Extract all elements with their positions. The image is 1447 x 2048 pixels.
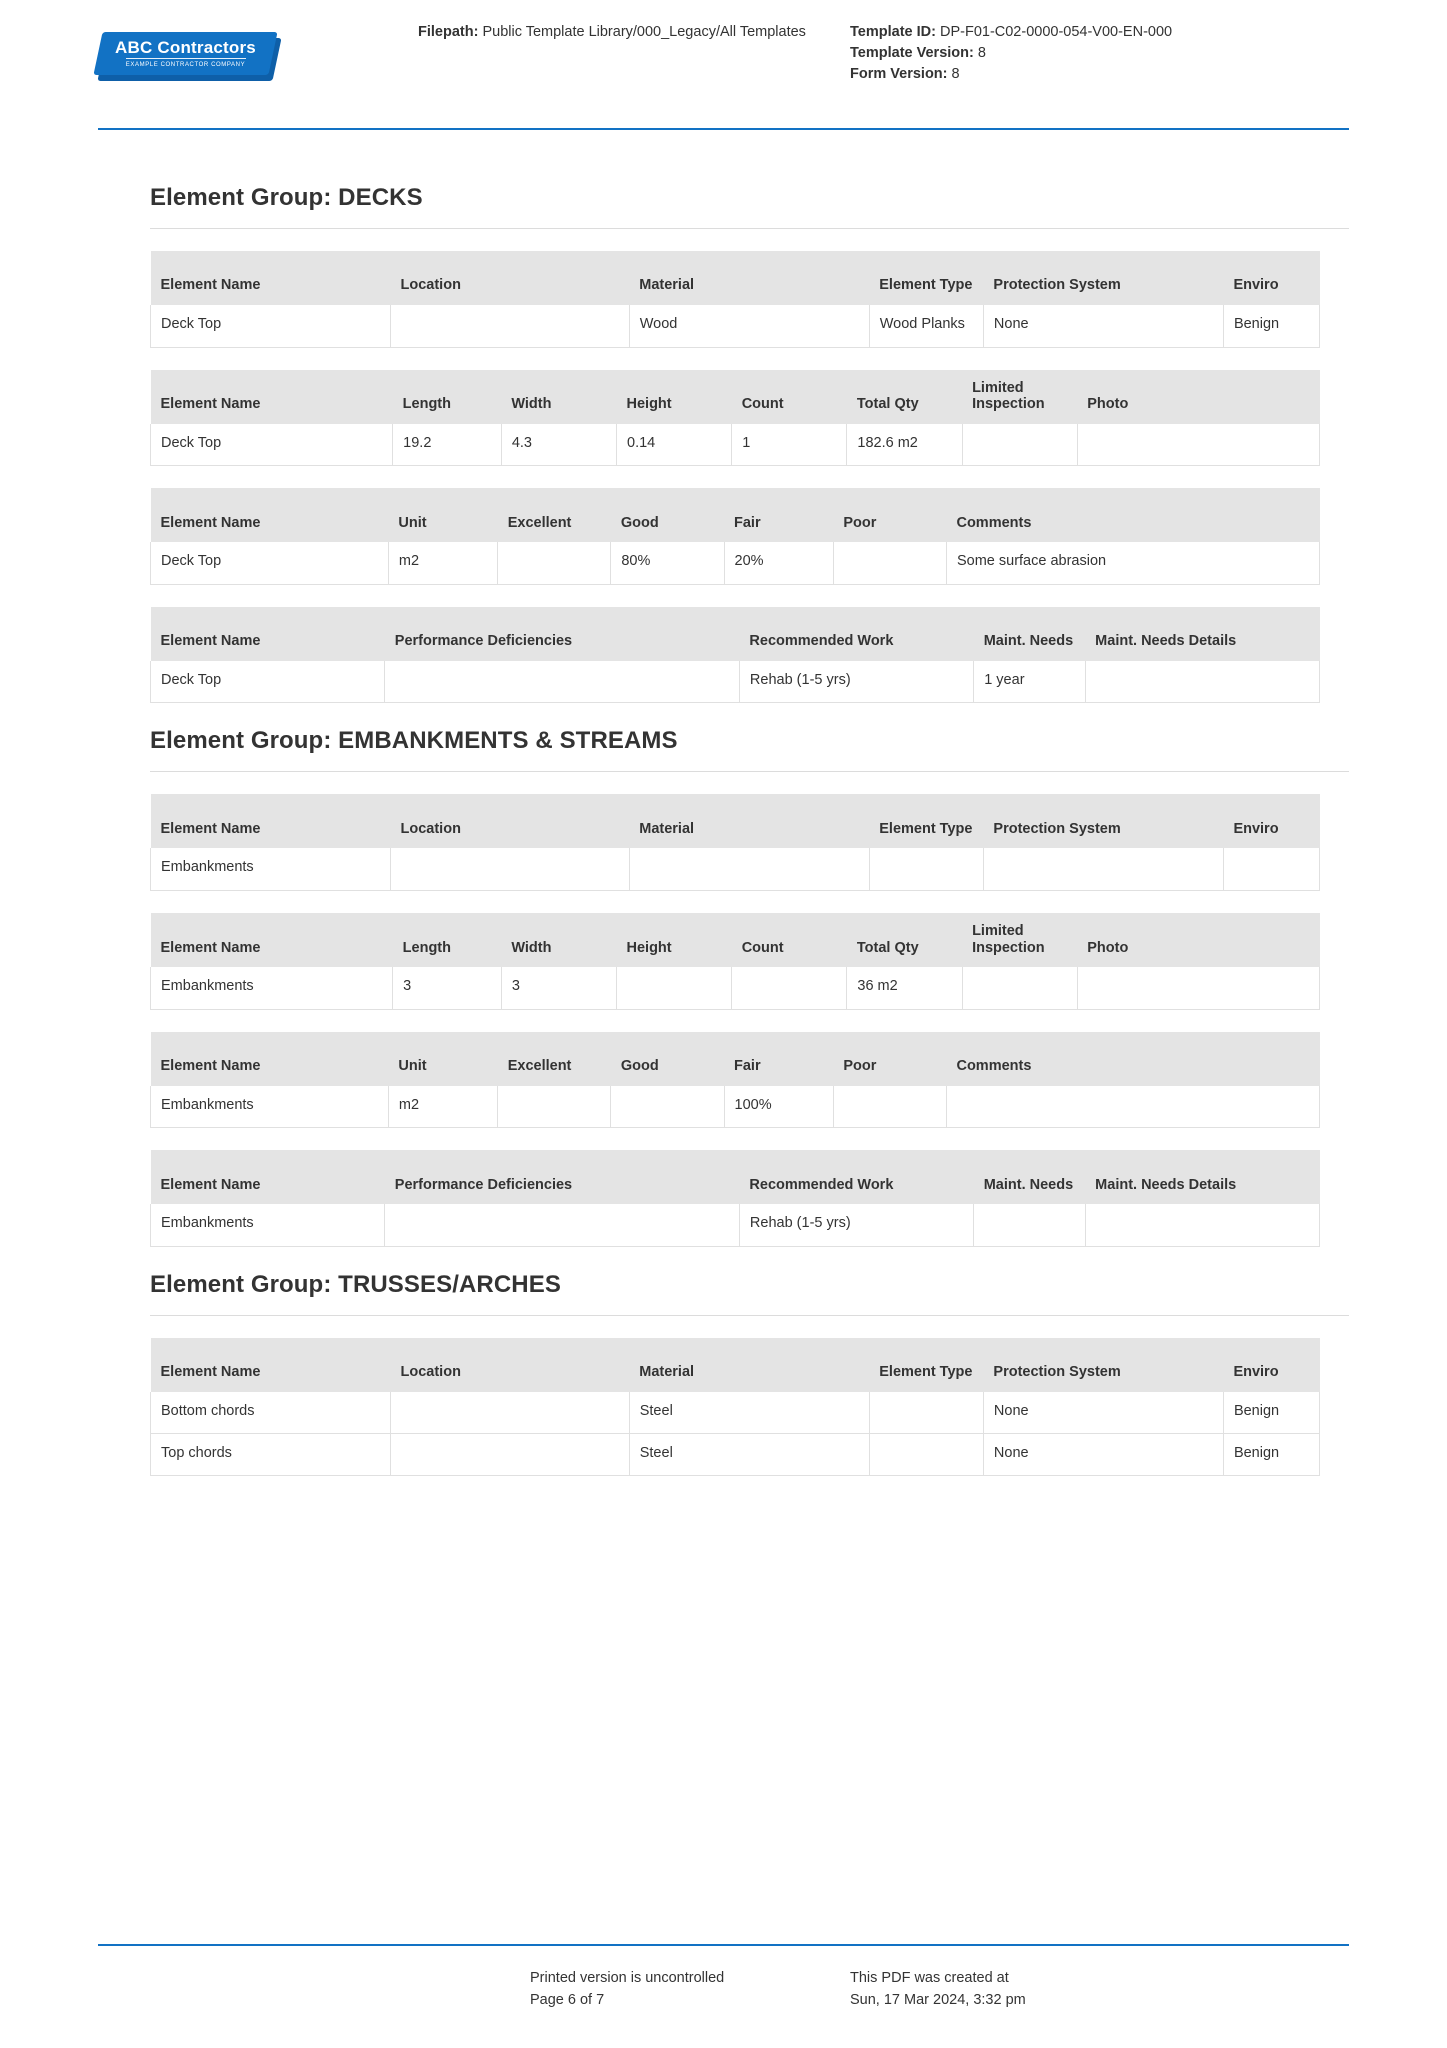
column-header: Width	[501, 913, 616, 967]
table-header-row	[151, 370, 1320, 424]
element-table	[150, 794, 1320, 891]
form-version-line	[850, 64, 1349, 85]
table-cell	[1085, 661, 1319, 703]
element-table	[150, 1032, 1320, 1129]
footer-pdf-block	[850, 1968, 1170, 2012]
table-cell: Wood	[629, 305, 869, 347]
column-header: Element Name	[151, 1150, 385, 1204]
table-cell: Steel	[629, 1434, 869, 1476]
column-header: Width	[501, 370, 616, 424]
table-cell: None	[983, 305, 1223, 347]
table-cell	[498, 542, 611, 584]
table-cell	[1077, 967, 1319, 1009]
table-row	[151, 1392, 1320, 1434]
column-header: Unit	[388, 488, 497, 542]
header-divider	[98, 128, 1349, 130]
table-cell: 1	[732, 424, 847, 466]
footer-spacer	[98, 1968, 530, 2012]
element-table	[150, 1150, 1320, 1247]
column-header: Poor	[833, 488, 946, 542]
table-cell: Embankments	[151, 967, 393, 1009]
element-group-title: Element Group: TRUSSES/ARCHES	[150, 1270, 561, 1298]
table-cell	[391, 305, 630, 347]
table-cell: m2	[388, 542, 497, 584]
table-cell	[391, 1392, 630, 1434]
element-table	[150, 1338, 1320, 1477]
table-cell	[869, 1392, 983, 1434]
column-header: Poor	[833, 1032, 946, 1086]
column-header: Count	[732, 370, 847, 424]
table-cell: Benign	[1223, 1392, 1319, 1434]
table-cell: Wood Planks	[869, 305, 983, 347]
column-header: Location	[391, 794, 630, 848]
table-cell	[869, 1434, 983, 1476]
column-header: Material	[629, 794, 869, 848]
table-header-row	[151, 607, 1320, 661]
column-header: Length	[393, 913, 502, 967]
table-row	[151, 1204, 1320, 1246]
column-header: Good	[611, 1032, 724, 1086]
table-header-row	[151, 1032, 1320, 1086]
table-cell	[391, 848, 630, 890]
column-header: Material	[629, 251, 869, 305]
table-cell	[1077, 424, 1319, 466]
column-header: Element Name	[151, 607, 385, 661]
table-cell	[611, 1086, 724, 1128]
table-cell: None	[983, 1434, 1223, 1476]
footer-pdf-created-value: Sun, 17 Mar 2024, 3:32 pm	[850, 1991, 1026, 2008]
column-header: Unit	[388, 1032, 497, 1086]
filepath-label: Filepath:	[418, 24, 479, 40]
logo-divider	[126, 58, 246, 59]
column-header: Location	[391, 1338, 630, 1392]
table-header-row	[151, 913, 1320, 967]
group-title-divider	[150, 1315, 1349, 1316]
table-cell	[962, 424, 1077, 466]
column-header: Excellent	[498, 488, 611, 542]
element-table	[150, 370, 1320, 467]
column-header: Location	[391, 251, 630, 305]
table-cell: Benign	[1223, 305, 1319, 347]
table-cell: Steel	[629, 1392, 869, 1434]
column-header: Height	[617, 370, 732, 424]
table-cell	[385, 661, 740, 703]
header-filepath-block	[418, 22, 850, 43]
table-cell	[833, 1086, 946, 1128]
template-version-label: Template Version:	[850, 45, 974, 62]
table-row	[151, 661, 1320, 703]
form-version-value: 8	[951, 66, 960, 83]
page-footer	[98, 1968, 1349, 2012]
table-cell: 19.2	[393, 424, 502, 466]
column-header: Element Name	[151, 794, 391, 848]
column-header: Maint. Needs	[974, 1150, 1085, 1204]
logo-graphic	[98, 32, 273, 75]
column-header: Count	[732, 913, 847, 967]
column-header: Element Name	[151, 913, 393, 967]
table-header-row	[151, 251, 1320, 305]
table-cell: m2	[388, 1086, 497, 1128]
footer-print-notice-block	[530, 1968, 850, 2012]
table-cell: 36 m2	[847, 967, 962, 1009]
table-cell: Deck Top	[151, 305, 391, 347]
column-header: Length	[393, 370, 502, 424]
table-row	[151, 1434, 1320, 1476]
table-cell: 0.14	[617, 424, 732, 466]
table-cell: Embankments	[151, 1086, 389, 1128]
table-header-row	[151, 1150, 1320, 1204]
column-header: Enviro	[1223, 1338, 1319, 1392]
group-title-divider	[150, 771, 1349, 772]
column-header: Element Type	[869, 1338, 983, 1392]
table-header-row	[151, 1338, 1320, 1392]
form-version-label: Form Version:	[850, 66, 948, 83]
column-header: Element Name	[151, 251, 391, 305]
column-header: Performance Deficiencies	[385, 607, 740, 661]
table-cell: Embankments	[151, 848, 391, 890]
element-table	[150, 251, 1320, 348]
page-header	[98, 22, 1349, 85]
element-table	[150, 607, 1320, 704]
table-cell	[974, 1204, 1085, 1246]
column-header: Recommended Work	[739, 607, 973, 661]
header-template-block	[850, 22, 1349, 85]
column-header: Photo	[1077, 370, 1319, 424]
company-logo	[98, 22, 418, 75]
column-header: Element Name	[151, 488, 389, 542]
element-group-title: Element Group: EMBANKMENTS & STREAMS	[150, 727, 678, 755]
table-header-row	[151, 488, 1320, 542]
table-row	[151, 424, 1320, 466]
table-cell: Bottom chords	[151, 1392, 391, 1434]
document-content	[98, 160, 1349, 1476]
column-header: Height	[617, 913, 732, 967]
table-cell: 4.3	[501, 424, 616, 466]
column-header: Maint. Needs Details	[1085, 607, 1319, 661]
group-title-divider	[150, 228, 1349, 229]
column-header: Protection System	[983, 251, 1223, 305]
column-header: Recommended Work	[739, 1150, 973, 1204]
table-cell: 1 year	[974, 661, 1085, 703]
table-cell: Rehab (1-5 yrs)	[739, 1204, 973, 1246]
column-header: Element Type	[869, 251, 983, 305]
table-header-row	[151, 794, 1320, 848]
table-cell	[1223, 848, 1319, 890]
table-cell	[1085, 1204, 1319, 1246]
column-header: Element Type	[869, 794, 983, 848]
table-cell	[869, 848, 983, 890]
footer-uncontrolled-notice: Printed version is uncontrolled	[530, 1970, 725, 1986]
column-header: Enviro	[1223, 251, 1319, 305]
table-cell	[833, 542, 946, 584]
filepath-value: Public Template Library/000_Legacy/All Templates	[482, 24, 806, 40]
table-cell: Deck Top	[151, 424, 393, 466]
table-cell: Benign	[1223, 1434, 1319, 1476]
column-header: Maint. Needs Details	[1085, 1150, 1319, 1204]
column-header: Material	[629, 1338, 869, 1392]
table-cell: None	[983, 1392, 1223, 1434]
table-row	[151, 542, 1320, 584]
column-header: Fair	[724, 488, 833, 542]
table-cell: Deck Top	[151, 542, 389, 584]
template-version-line	[850, 43, 1349, 64]
table-cell	[946, 1086, 1319, 1128]
column-header: Comments	[946, 1032, 1319, 1086]
template-id-line	[850, 22, 1349, 43]
template-id-label: Template ID:	[850, 24, 936, 40]
table-cell: 3	[393, 967, 502, 1009]
logo-text	[98, 32, 273, 75]
table-cell: 3	[501, 967, 616, 1009]
footer-page-number: Page 6 of 7	[530, 1991, 605, 2008]
column-header: Good	[611, 488, 724, 542]
table-row	[151, 967, 1320, 1009]
column-header: Limited Inspection	[962, 370, 1077, 424]
column-header: Excellent	[498, 1032, 611, 1086]
column-header: Element Name	[151, 1032, 389, 1086]
table-cell: 80%	[611, 542, 724, 584]
table-cell	[629, 848, 869, 890]
table-cell	[962, 967, 1077, 1009]
column-header: Total Qty	[847, 370, 962, 424]
table-row	[151, 305, 1320, 347]
table-cell: 20%	[724, 542, 833, 584]
logo-company-name: ABC Contractors	[115, 37, 256, 57]
table-cell	[732, 967, 847, 1009]
element-group-title: Element Group: DECKS	[150, 184, 423, 211]
column-header: Limited Inspection	[962, 913, 1077, 967]
table-cell	[983, 848, 1223, 890]
column-header: Comments	[946, 488, 1319, 542]
column-header: Total Qty	[847, 913, 962, 967]
column-header: Performance Deficiencies	[385, 1150, 740, 1204]
table-cell	[617, 967, 732, 1009]
table-cell: Deck Top	[151, 661, 385, 703]
logo-tagline: EXAMPLE CONTRACTOR COMPANY	[125, 62, 246, 69]
table-row	[151, 848, 1320, 890]
table-cell: 100%	[724, 1086, 833, 1128]
column-header: Maint. Needs	[974, 607, 1085, 661]
column-header: Fair	[724, 1032, 833, 1086]
table-cell: Rehab (1-5 yrs)	[739, 661, 973, 703]
column-header: Element Name	[151, 370, 393, 424]
table-row	[151, 1086, 1320, 1128]
table-cell	[385, 1204, 740, 1246]
footer-divider	[98, 1944, 1349, 1946]
table-cell: Embankments	[151, 1204, 385, 1246]
element-table	[150, 488, 1320, 585]
column-header: Protection System	[983, 794, 1223, 848]
column-header: Element Name	[151, 1338, 391, 1392]
column-header: Photo	[1077, 913, 1319, 967]
table-cell: Top chords	[151, 1434, 391, 1476]
table-cell	[498, 1086, 611, 1128]
table-cell: Some surface abrasion	[946, 542, 1319, 584]
element-table	[150, 913, 1320, 1010]
footer-pdf-created-label: This PDF was created at	[850, 1970, 1009, 1986]
template-version-value: 8	[977, 45, 986, 62]
column-header: Protection System	[983, 1338, 1223, 1392]
table-cell: 182.6 m2	[847, 424, 962, 466]
template-id-value: DP-F01-C02-0000-054-V00-EN-000	[939, 24, 1173, 40]
table-cell	[391, 1434, 630, 1476]
column-header: Enviro	[1223, 794, 1319, 848]
